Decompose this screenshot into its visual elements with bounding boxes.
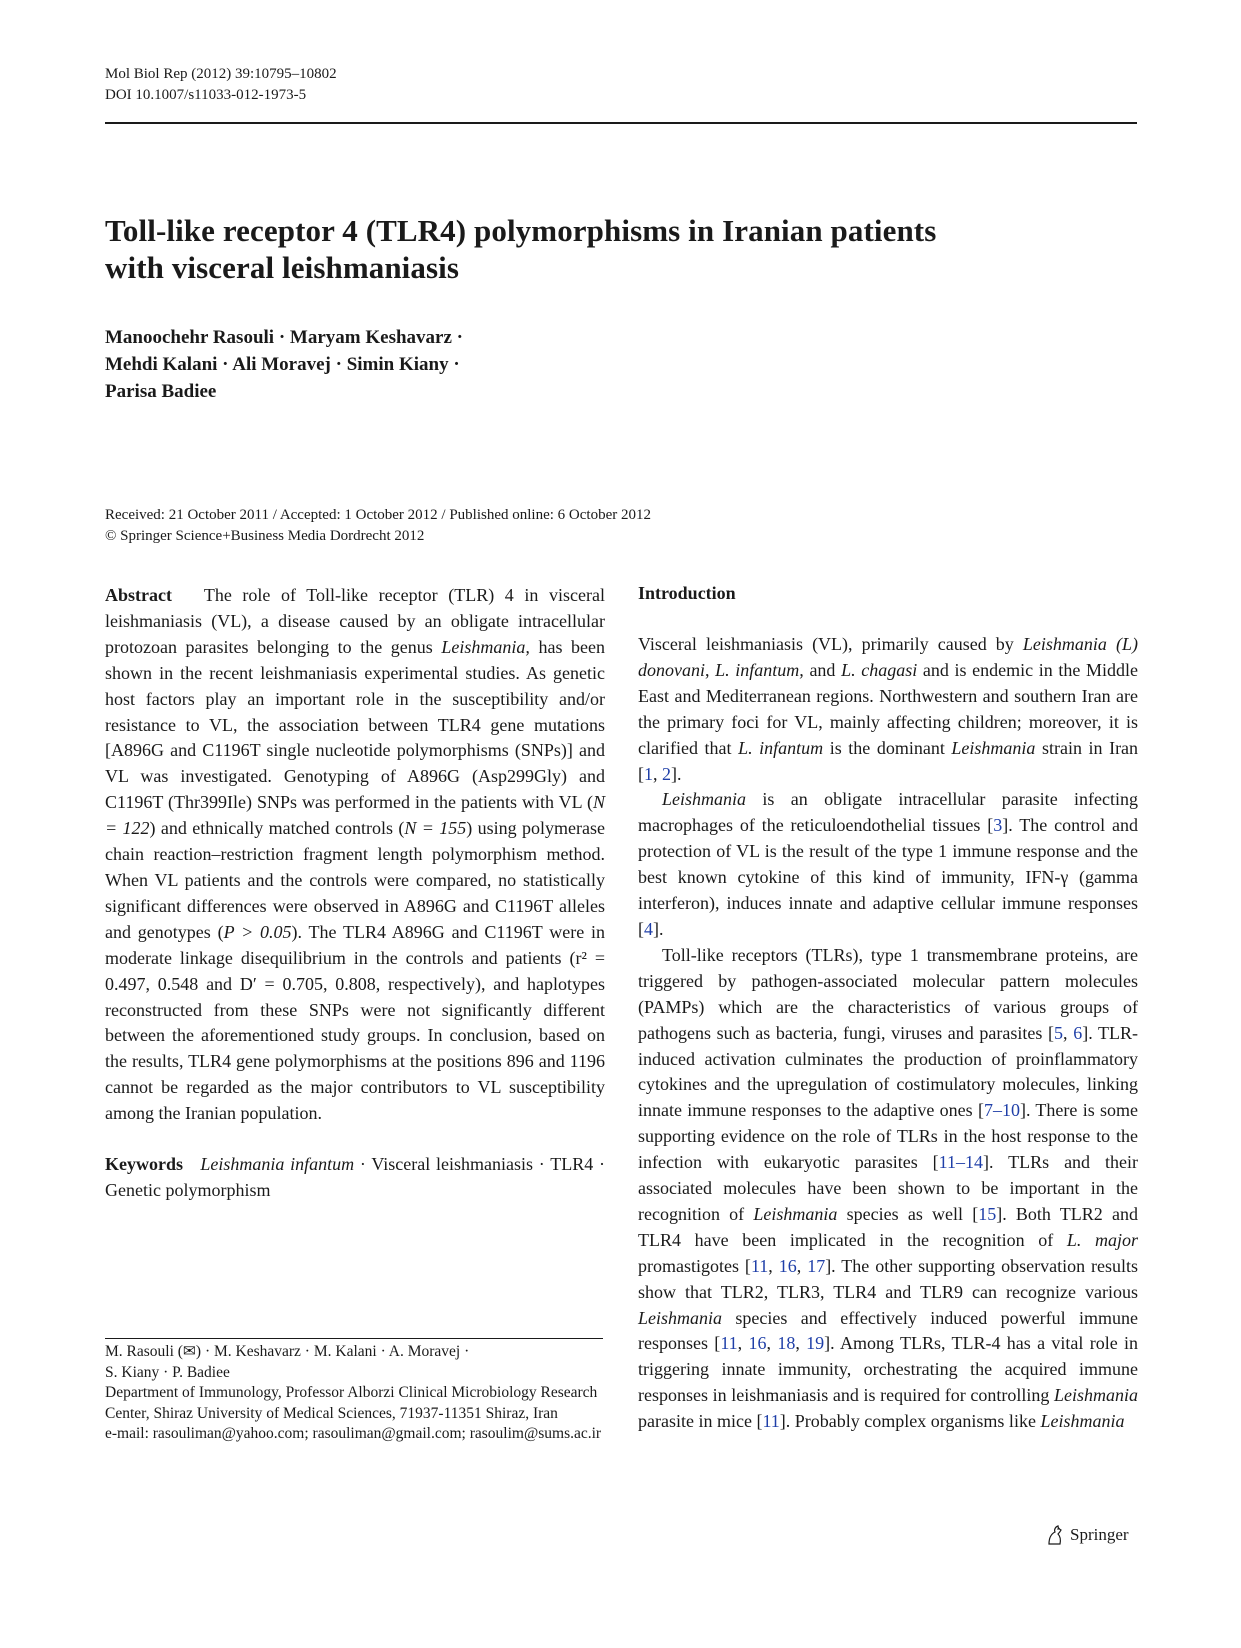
intro-text: ]. (653, 918, 664, 939)
intro-text: ]. TLRs and their associated molecules have been shown to be important in the recognition of (638, 1152, 1138, 1224)
authors-line-2: Mehdi Kalani · Ali Moravej · Simin Kiany · (105, 354, 460, 375)
introduction-heading: Introduction (638, 583, 736, 603)
intro-text: ]. The other supporting observation results show that TLR2, TLR3, TLR4 and TLR9 can recognize various (638, 1255, 1139, 1302)
abstract-text-4: ) using polymerase chain reaction–restriction fragment length polymorphism method. When VL patients and the controls were compared, no statistically significant differences were observed in A896G and C1196T alleles and genotypes ( (105, 818, 605, 942)
species-name: L. infantum, (715, 659, 804, 680)
journal-header (105, 64, 337, 106)
intro-text: ]. (671, 763, 682, 784)
doi: DOI 10.1007/s11033-012-1973-5 (105, 87, 307, 103)
keyword-3: TLR4 · Genetic polymorphism (105, 1154, 605, 1200)
citation-link[interactable]: 15 (978, 1203, 997, 1224)
species-name: Leishmania (951, 737, 1036, 758)
intro-text: is an obligate intracellular parasite infecting macrophages of the reticuloendothelial tissues [ (638, 789, 1139, 836)
publisher-logo (1046, 1524, 1129, 1546)
citation-link[interactable]: 1 (644, 763, 653, 784)
abstract-p-value: P > 0.05 (223, 921, 292, 942)
citation-link[interactable]: 3 (993, 815, 1003, 836)
journal-citation: Mol Biol Rep (2012) 39:10795–10802 (105, 66, 337, 82)
intro-text: Toll-like receptors (TLRs), type 1 transmembrane proteins, are triggered by pathogen-associated molecular pattern molecules (PAMPs) which are the characteristics of various groups of pathogens such as bacteria, fungi, viruses and parasites [ (638, 944, 1138, 1043)
intro-text: ]. There is some supporting evidence on the role of TLRs in the host response to the infection with eukaryotic parasites [ (638, 1100, 1138, 1173)
citation-link[interactable]: 5 (1054, 1022, 1064, 1043)
species-name: L. major (1066, 1229, 1139, 1250)
species-name: Leishmania (753, 1203, 838, 1224)
citation-link[interactable]: 4 (644, 918, 653, 939)
footnote-names-1: M. Rasouli (✉) · M. Keshavarz · M. Kalani · A. Moravej · (105, 1343, 470, 1360)
species-name: Leishmania (1040, 1411, 1125, 1432)
intro-text: ]. The control and protection of VL is the result of the type 1 immune response and the best known cytokine of this kind of immunity, IFN-γ (gamma interferon), induces innate and adaptive cellular immune responses [ (638, 815, 1138, 939)
intro-text: species and effectively induced powerful immune responses [ (638, 1307, 1138, 1354)
keywords-label: Keywords (105, 1154, 183, 1175)
copyright-line: © Springer Science+Business Media Dordrecht 2012 (105, 528, 425, 544)
citation-link[interactable]: 19 (806, 1333, 825, 1354)
citation-link[interactable]: 7–10 (983, 1100, 1020, 1121)
footnote-email: e-mail: rasouliman@yahoo.com; rasouliman@gmail.com; rasoulim@sums.ac.ir (105, 1425, 602, 1442)
title-line-1: Toll-like receptor 4 (TLR4) polymorphisms in Iranian patients (105, 213, 937, 248)
citation-link[interactable]: 6 (1073, 1022, 1083, 1043)
header-rule (105, 122, 1137, 124)
intro-text: and (809, 659, 836, 680)
abstract-text-2: has been shown in the recent leishmaniasis experimental studies. As genetic host factors play an important role in the susceptibility and/or resistance to VL, the association between TLR4 gene mutations [A896G and C1196T single nucleotide polymorphisms (SNPs)] and VL was investigated. Genotyping of A896G (Asp299Gly) and C1196T (Thr399Ile) SNPs was performed in the patients with VL ( (105, 636, 605, 813)
springer-horse-icon (1046, 1524, 1064, 1546)
abstract-text-1: The role of Toll-like receptor (TLR) 4 in visceral leishmaniasis (VL), a disease caused by an obligate intracellular protozoan parasites belonging to the genus (105, 585, 606, 657)
authors-line-1: Manoochehr Rasouli · Maryam Keshavarz · (105, 327, 463, 348)
footnote-names-2: S. Kiany · P. Badiee (105, 1363, 230, 1381)
abstract-text-3: ) and ethnically matched controls ( (149, 818, 405, 839)
abstract-r2: r² = 0.497, 0.548 (105, 947, 606, 994)
intro-text: ]. TLR-induced activation culminates the production of proinflammatory cytokines and the upregulation of costimulatory molecules, linking innate immune responses to the adaptive ones [ (638, 1022, 1139, 1121)
footnote-rule (105, 1338, 603, 1339)
abstract-and: and (206, 973, 233, 994)
citation-link[interactable]: 17 (807, 1255, 826, 1276)
intro-text: promastigotes [ (638, 1255, 751, 1276)
intro-paragraph-3: Toll-like receptors (TLRs), type 1 transmembrane proteins, are triggered by pathogen-associated molecular pattern molecules (PAMPs) which are the characteristics of various groups of pathogens such as bacteria, fungi, viruses and parasites [5, 6]. TLR-induced activation culminates the production of proinflammatory cytokines and the upregulation of costimulatory molecules, linking innate immune responses to the adaptive ones [7–10]. There is some supporting evidence on the role of TLRs in the host response to the infection with eukaryotic parasites [11–14]. TLRs and their associated molecules have been shown to be important in the recognition of Leishmania species as well [15]. Both TLR2 and TLR4 have been implicated in the recognition of L. major promastigotes [11, 16, 17]. The other supporting observation results show that TLR2, TLR3, TLR4 and TLR9 can recognize various Leishmania species and effectively induced powerful immune responses [11, 16, 18, 19]. Among TLRs, TLR-4 has a vital role in triggering innate immunity, orchestrating the acquired immune responses in leishmaniasis and is required for controlling Leishmania parasite in mice [11]. Probably complex organisms like Leishmania (638, 944, 1139, 1432)
intro-text: Visceral leishmaniasis (VL), primarily caused by (638, 634, 1014, 654)
abstract-text-6: respectively), and haplotypes reconstructed from these SNPs were not significantly different between the aforementioned study groups. In conclusion, based on the results, TLR4 gene polymorphisms at the positions 896 and 1196 cannot be regarded as the major contributors to VL susceptibility among the Iranian population. (105, 973, 606, 1124)
intro-text: strain in Iran [ (638, 737, 1139, 784)
footnote-department: Department of Immunology, Professor Alborzi Clinical Microbiology Research Center, Shiraz University of Medical Sciences, 71937-11351 Shiraz, Iran (105, 1384, 598, 1422)
species-name: Leishmania (638, 1307, 723, 1328)
publication-dates (105, 505, 651, 547)
author-list (105, 324, 463, 405)
abstract-n1: N = 122 (105, 792, 605, 839)
species-name: Leishmania (1053, 1385, 1138, 1406)
publisher-name: Springer (1070, 1525, 1129, 1544)
citation-link[interactable]: 11 (720, 1333, 738, 1354)
citation-link[interactable]: 11–14 (938, 1152, 984, 1173)
abstract-column (105, 583, 605, 1204)
abstract-genus: Leishmania, (441, 636, 530, 657)
intro-text: ]. Probably complex organisms like (779, 1411, 1036, 1432)
intro-paragraph-2 (638, 787, 1138, 942)
abstract (105, 583, 605, 1127)
citation-link[interactable]: 16 (778, 1255, 797, 1276)
keyword-1: Leishmania infantum (200, 1154, 355, 1175)
paper-title (105, 212, 1105, 286)
citation-link[interactable]: 11 (762, 1411, 780, 1432)
intro-text: ]. Both TLR2 and TLR4 have been implicated in the recognition of (638, 1203, 1138, 1250)
species-name: L. infantum (738, 737, 824, 758)
affiliation-footnote (105, 1342, 605, 1445)
dates-line: Received: 21 October 2011 / Accepted: 1 October 2012 / Published online: 6 October 2012 (105, 507, 651, 523)
abstract-dprime: D′ = 0.705, 0.808, (239, 973, 381, 994)
abstract-n2: N = 155 (404, 818, 467, 839)
title-line-2: with visceral leishmaniasis (105, 250, 460, 285)
intro-text: is the dominant (829, 737, 945, 758)
species-name: Leishmania (662, 789, 747, 810)
abstract-text-5: ). The TLR4 A896G and C1196T were in moderate linkage disequilibrium in the controls and patients ( (105, 921, 605, 968)
intro-text: and is endemic in the Middle East and Mediterranean regions. Northwestern and southern Iran are the primary foci for VL, mainly affecting children; moreover, it is clarified that (638, 659, 1139, 758)
citation-link[interactable]: 18 (777, 1333, 796, 1354)
species-name: L. chagasi (841, 659, 918, 680)
intro-text: , (705, 659, 710, 680)
citation-link[interactable]: 11 (750, 1255, 769, 1276)
intro-text: species as well [ (846, 1203, 979, 1224)
abstract-label: Abstract (105, 585, 172, 605)
introduction-column (638, 632, 1138, 1435)
citation-link[interactable]: 16 (748, 1333, 767, 1354)
authors-line-3: Parisa Badiee (105, 381, 217, 402)
keywords (105, 1152, 605, 1204)
species-name: Leishmania (L) donovani (638, 634, 1139, 680)
intro-text: ]. Among TLRs, TLR-4 has a vital role in triggering innate immunity, orchestrating the acquired immune responses in leishmaniasis and is required for controlling (638, 1333, 1139, 1406)
intro-text: parasite in mice [ (638, 1411, 763, 1432)
intro-paragraph-1: Visceral leishmaniasis (VL), primarily caused by Leishmania (L) donovani, L. infantum, and L. chagasi and is endemic in the Middle East and Mediterranean regions. Northwestern and southern Iran are the primary foci for VL, mainly affecting children; moreover, it is clarified that L. infantum is the dominant Leishmania strain in Iran [1, 2]. (638, 634, 1139, 784)
citation-link[interactable]: 2 (662, 763, 671, 784)
keyword-2: · Visceral leishmaniasis · (359, 1154, 545, 1175)
